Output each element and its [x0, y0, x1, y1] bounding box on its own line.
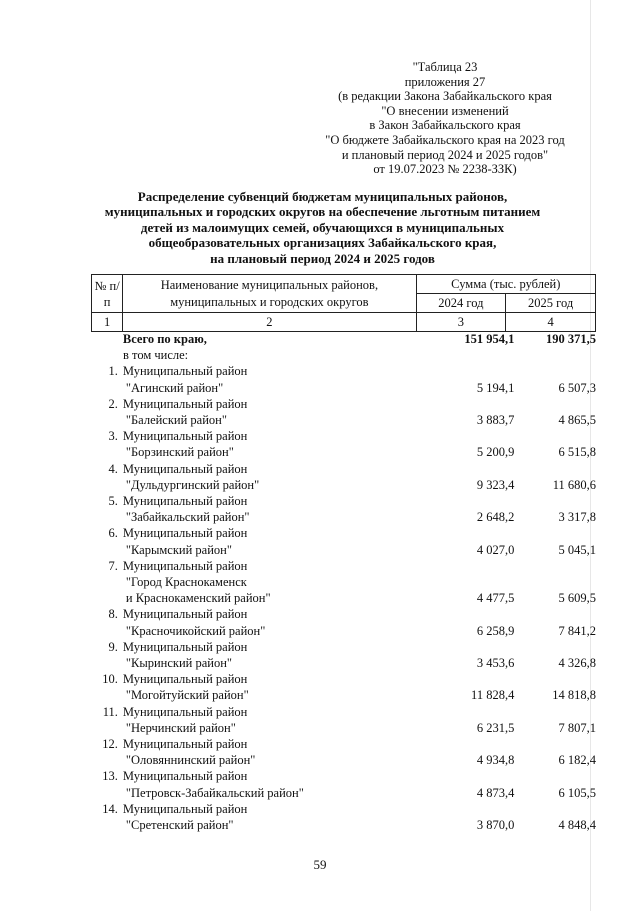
- title-line: общеобразовательных организациях Забайкальского края,: [148, 235, 497, 251]
- row-name-line: Муниципальный район: [122, 639, 248, 654]
- col-index-2: 2: [123, 313, 416, 332]
- row-name: [121, 428, 337, 460]
- row-name-line: "Забайкальский район": [125, 510, 250, 525]
- row-name: [121, 704, 337, 736]
- table-row: [91, 801, 596, 833]
- row-name-line: "Могойтуйский район": [125, 688, 249, 703]
- row-name-line: Муниципальный район: [122, 801, 248, 816]
- row-number: 8.: [108, 607, 118, 622]
- table-row: [91, 704, 596, 736]
- col-sum-header: Сумма (тыс. рублей): [416, 275, 595, 294]
- row-value-2024: 9 323,4: [476, 477, 515, 492]
- table-row: [91, 461, 596, 493]
- row-name: [121, 606, 337, 638]
- row-value-2024: 3 870,0: [476, 818, 515, 833]
- row-name-line: Муниципальный район: [122, 364, 248, 379]
- row-value-2025: 4 326,8: [558, 656, 596, 671]
- row-value-2025: 4 848,4: [558, 818, 596, 833]
- header-line: (в редакции Закона Забайкальского края: [338, 89, 552, 104]
- row-name-line: "Борзинский район": [125, 445, 234, 460]
- table-row: [91, 768, 596, 800]
- table-row: [91, 671, 596, 703]
- row-value-2024: 4 477,5: [476, 591, 515, 606]
- row-name: [121, 396, 337, 428]
- row-number: 6.: [108, 526, 118, 541]
- table-row: [91, 639, 596, 671]
- table-row: [91, 428, 596, 460]
- table-header: [91, 274, 596, 332]
- row-name: [121, 768, 337, 800]
- row-value-2025: 3 317,8: [558, 510, 596, 525]
- total-row: [91, 331, 596, 347]
- page-number: 59: [313, 857, 327, 872]
- row-number: 10.: [102, 672, 118, 687]
- row-name-line: Муниципальный район: [122, 672, 248, 687]
- title-line: на плановый период 2024 и 2025 годов: [210, 250, 435, 266]
- table-row: [91, 396, 596, 428]
- row-name-line: Муниципальный район: [122, 558, 248, 573]
- row-name: [121, 461, 337, 493]
- row-value-2025: 6 515,8: [558, 445, 596, 460]
- title-line: детей из малоимущих семей, обучающихся в муниципальных: [140, 219, 505, 235]
- row-name-line: "Красночикойский район": [125, 623, 266, 638]
- row-name-line: "Карымский район": [125, 542, 232, 557]
- row-name-line: "Балейский район": [125, 413, 227, 428]
- col-index-4: 4: [506, 313, 596, 332]
- appendix-header: [300, 60, 590, 177]
- col-name-header: Наименование муниципальных районов, муниципальных и городских округов: [123, 275, 416, 313]
- row-number: 5.: [108, 494, 118, 509]
- header-line: "О внесении изменений: [381, 103, 509, 118]
- header-line: и плановый период 2024 и 2025 годов": [341, 147, 549, 162]
- row-value-2025: 4 865,5: [558, 413, 596, 428]
- row-name: [121, 493, 337, 525]
- row-name-line: Муниципальный район: [122, 737, 248, 752]
- total-label: Всего по краю,: [122, 332, 207, 346]
- row-name: [121, 363, 337, 395]
- row-number: 9.: [108, 639, 118, 654]
- row-number: 13.: [102, 769, 118, 784]
- row-name: [121, 639, 337, 671]
- row-value-2025: 6 507,3: [558, 380, 596, 395]
- row-name-line: "Агинский район": [125, 380, 224, 395]
- row-value-2024: 6 231,5: [476, 720, 515, 735]
- title-line: муниципальных и городских округов на обеспечение льготным питанием: [104, 204, 541, 220]
- col-index-3: 3: [416, 313, 506, 332]
- row-name-line: Муниципальный район: [122, 396, 248, 411]
- table-row: [91, 558, 596, 607]
- table-row: [91, 606, 596, 638]
- row-value-2024: 2 648,2: [476, 510, 515, 525]
- col-index-1: 1: [92, 313, 123, 332]
- row-name-line: Муниципальный район: [122, 607, 248, 622]
- header-line: "Таблица 23: [412, 60, 478, 74]
- row-name-line: "Сретенский район": [125, 818, 234, 833]
- row-name-line: "Кыринский район": [125, 656, 233, 671]
- row-value-2024: 3 453,6: [476, 656, 515, 671]
- row-number: 2.: [108, 396, 118, 411]
- row-value-2024: 5 194,1: [476, 380, 515, 395]
- row-name-line: Муниципальный район: [122, 461, 248, 476]
- row-value-2024: 6 258,9: [476, 623, 515, 638]
- row-name: [121, 736, 337, 768]
- row-number: 12.: [102, 737, 118, 752]
- row-number: 14.: [102, 801, 118, 816]
- header-line: приложения 27: [404, 74, 486, 89]
- table-row: [91, 736, 596, 768]
- col-num-header: № п/п: [92, 275, 123, 313]
- row-name: [121, 558, 337, 607]
- row-name: [121, 671, 337, 703]
- row-name-line: Муниципальный район: [122, 526, 248, 541]
- row-value-2025: 7 841,2: [558, 623, 596, 638]
- total-2024: 151 954,1: [464, 332, 515, 346]
- row-number: 1.: [108, 364, 118, 379]
- row-name-line: Муниципальный район: [122, 769, 248, 784]
- row-name-line: "Оловяннинский район": [125, 753, 256, 768]
- row-value-2024: 5 200,9: [476, 445, 515, 460]
- row-name: [121, 525, 337, 557]
- row-value-2024: 4 027,0: [476, 542, 515, 557]
- row-name: [121, 801, 337, 833]
- row-name-line: "Город Краснокаменск: [125, 575, 247, 590]
- row-number: 11.: [102, 704, 118, 719]
- row-number: 4.: [108, 461, 118, 476]
- row-value-2024: 3 883,7: [476, 413, 515, 428]
- row-value-2025: 5 609,5: [558, 591, 596, 606]
- row-name-line: Муниципальный район: [122, 494, 248, 509]
- table-row: [91, 363, 596, 395]
- row-name-line: и Краснокаменский район": [125, 591, 271, 606]
- row-name-line: "Петровск-Забайкальский район": [125, 785, 304, 800]
- row-name-line: "Дульдургинский район": [125, 477, 260, 492]
- row-value-2025: 7 807,1: [558, 720, 596, 735]
- header-line: "О бюджете Забайкальского края на 2023 год: [325, 132, 565, 147]
- header-line: от 19.07.2023 № 2238-ЗЗК): [373, 162, 517, 177]
- row-name-line: "Нерчинский район": [125, 720, 236, 735]
- row-name-line: Муниципальный район: [122, 429, 248, 444]
- row-name-line: Муниципальный район: [122, 704, 248, 719]
- col-2025-header: 2025 год: [506, 294, 596, 313]
- document-title: [90, 189, 555, 266]
- row-value-2024: 4 873,4: [476, 785, 515, 800]
- header-line: в Закон Забайкальского края: [369, 118, 521, 133]
- table-body: [91, 331, 596, 833]
- row-number: 3.: [108, 429, 118, 444]
- row-value-2025: 6 105,5: [558, 785, 596, 800]
- row-value-2025: 11 680,6: [552, 477, 596, 492]
- row-value-2024: 4 934,8: [476, 753, 515, 768]
- total-sub-row: [91, 347, 596, 363]
- total-2025: 190 371,5: [546, 332, 596, 346]
- col-2024-header: 2024 год: [416, 294, 506, 313]
- table-row: [91, 493, 596, 525]
- title-line: Распределение субвенций бюджетам муниципальных районов,: [137, 189, 508, 204]
- row-number: 7.: [108, 558, 118, 573]
- total-sub-label: в том числе:: [123, 348, 189, 363]
- row-value-2025: 5 045,1: [558, 542, 596, 557]
- row-value-2025: 14 818,8: [552, 688, 596, 703]
- row-value-2025: 6 182,4: [558, 753, 596, 768]
- table-row: [91, 525, 596, 557]
- row-value-2024: 11 828,4: [471, 688, 515, 703]
